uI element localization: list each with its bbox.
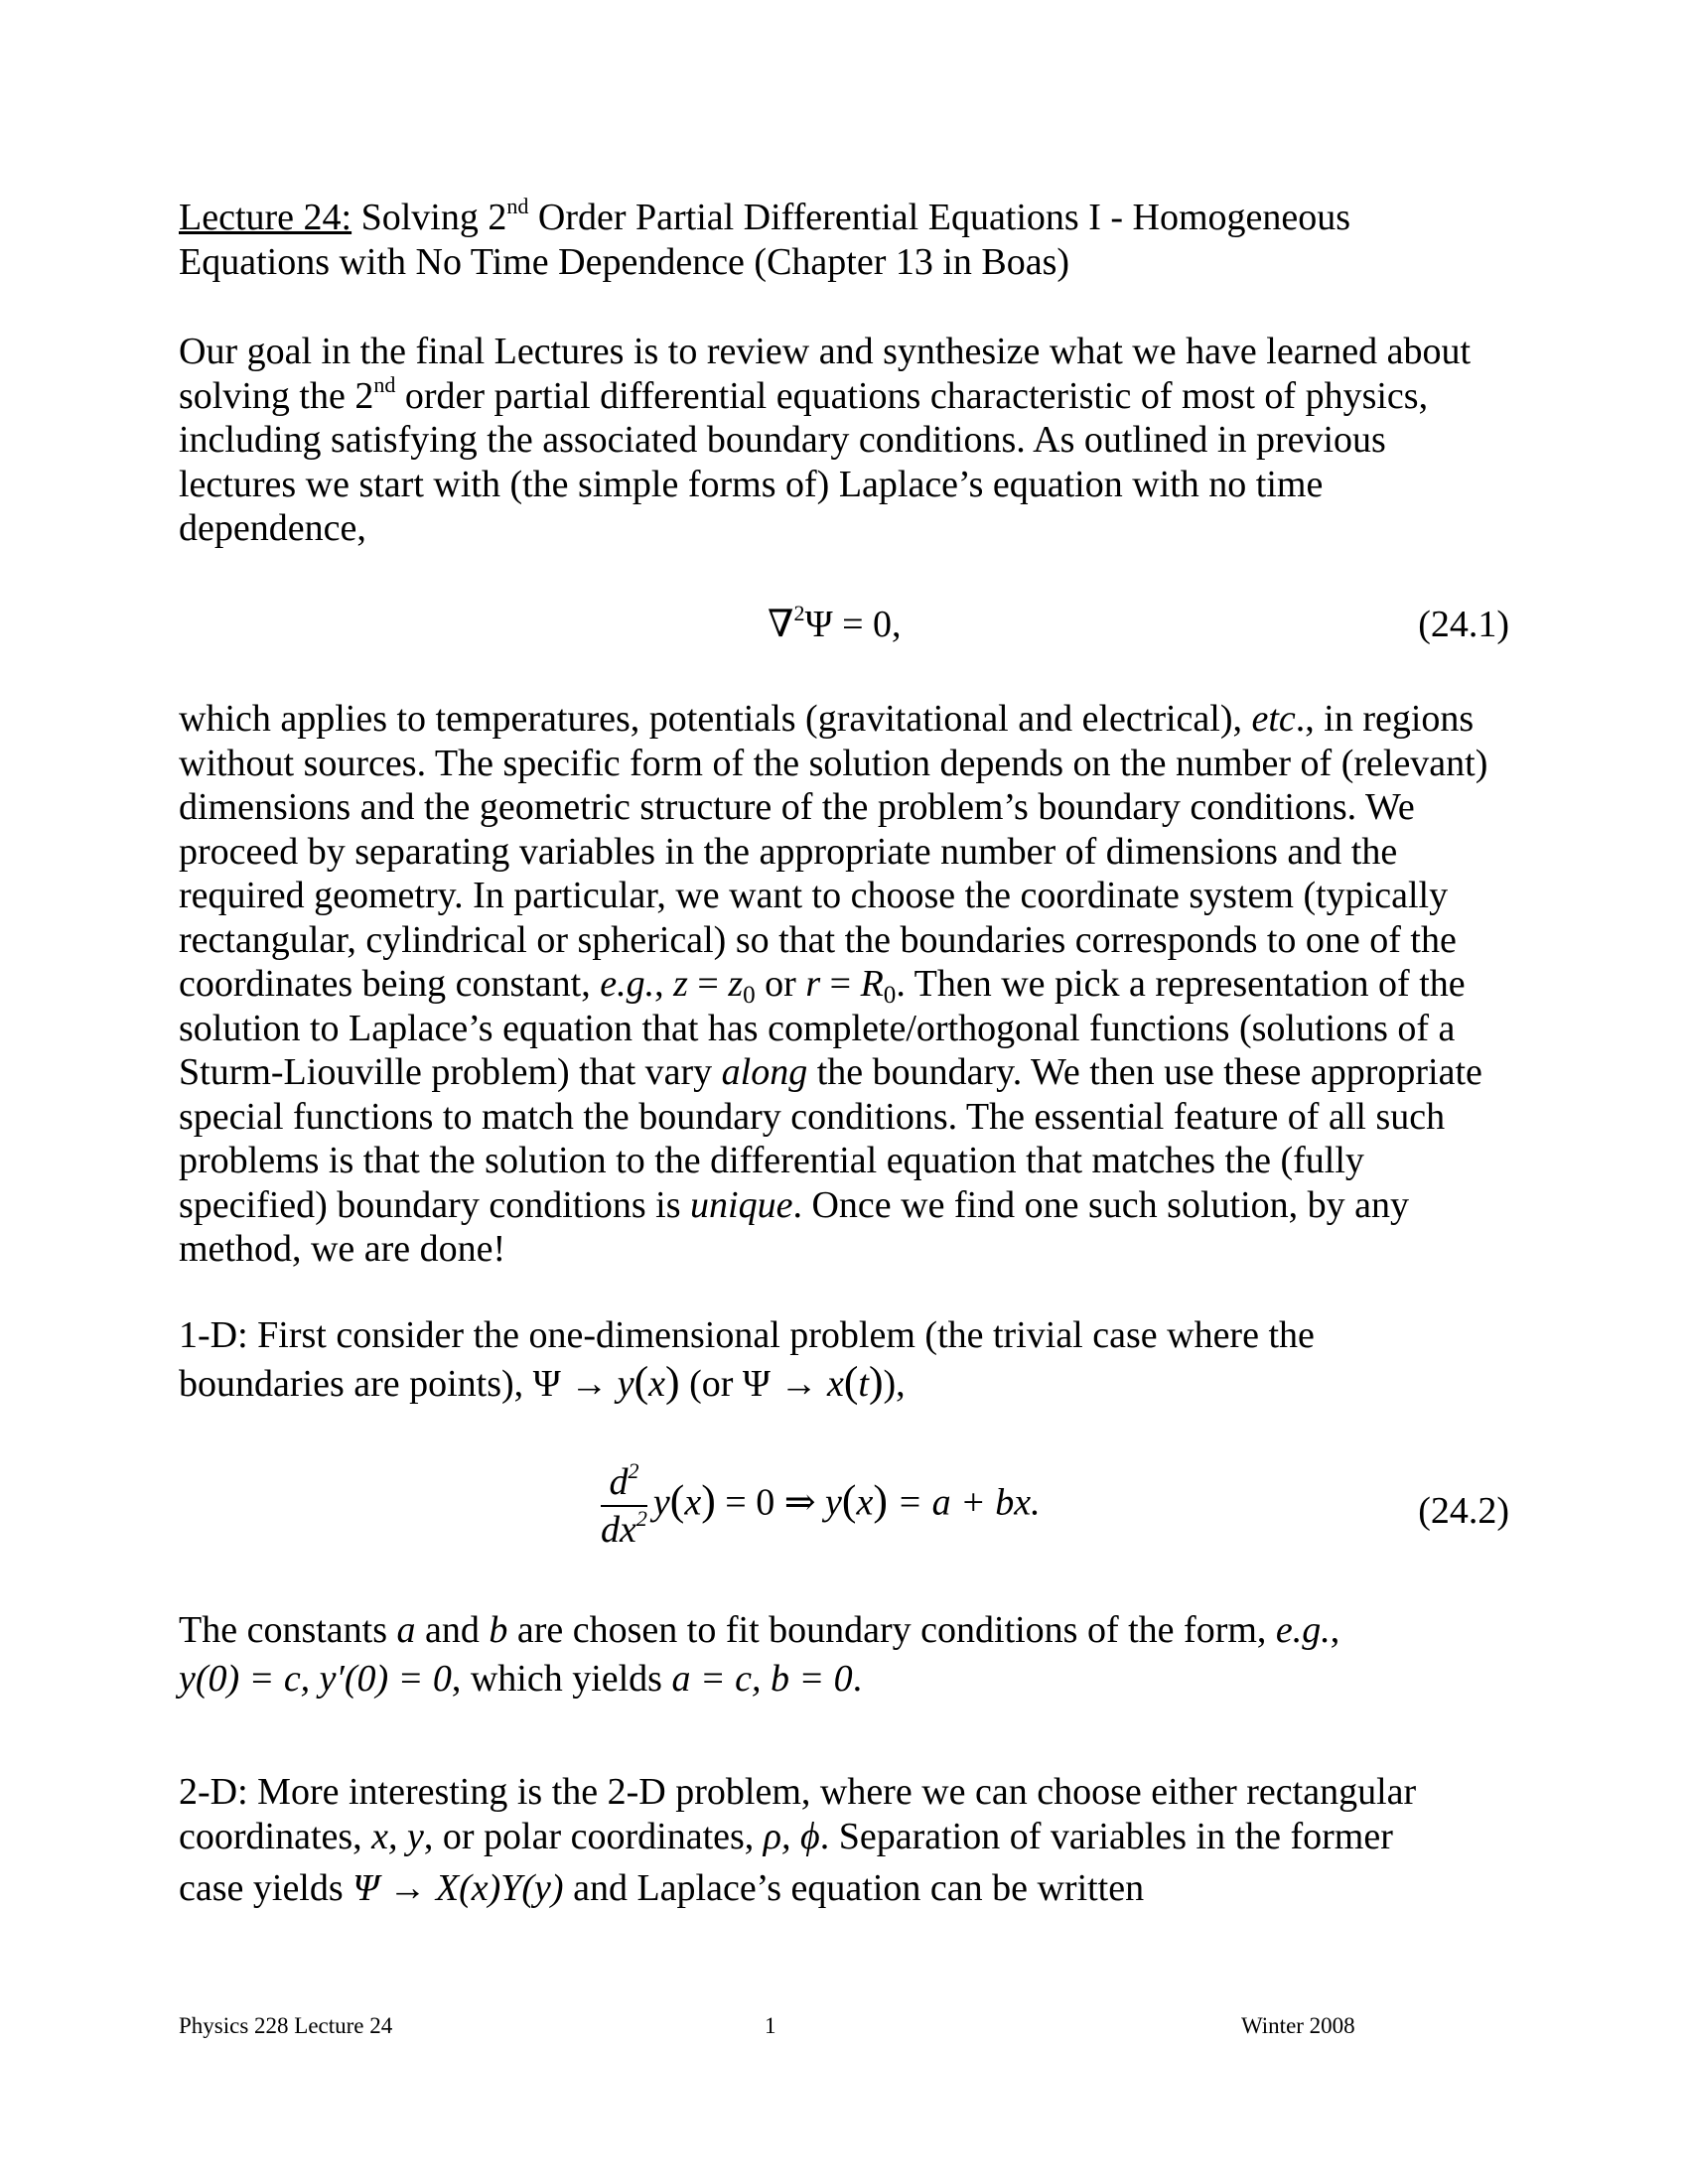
lecture-title — [179, 196, 1509, 284]
footer-page-number: 1 — [765, 2013, 776, 2038]
title-label: Lecture 24: — [179, 197, 352, 238]
one-d-paragraph: 1-D: First consider the one-dimensional problem (the trivial case where the boundaries are points), Ψ → y(x) (or Ψ → x(t)), — [179, 1314, 1315, 1406]
footer-course: Physics 228 Lecture 24 — [179, 2013, 393, 2038]
intro-paragraph: Our goal in the final Lectures is to review and synthesize what we have learned about solving the 2nd order partial differential equations characteristic of most of physics, including satisfying the associated boundary conditions. As outlined in previous lectures we start with (the simple forms of) Laplace’s equation with no time dependence, — [179, 331, 1472, 549]
two-d-paragraph: 2-D: More interesting is the 2-D problem, where we can choose either rectangular coordinates, x, y, or polar coordinates, ρ, ϕ. Separation of variables in the former case yields Ψ → X(x)Y(y) and Laplace’s equation can be written — [179, 1771, 1417, 1909]
title-line-2: Equations with No Time Dependence (Chapter 13 in Boas) — [179, 240, 1070, 283]
footer-term: Winter 2008 — [1241, 2013, 1355, 2038]
equation-number-24-2: (24.2) — [1418, 1490, 1509, 1532]
method-paragraph: which applies to temperatures, potentials (gravitational and electrical), etc., in regions without sources. The specific form of the solution depends on the number of (relevant) dimensions and the geometric structure of the problem’s boundary conditions. We proceed by separating variables in the appropriate number of dimensions and the required geometry. In particular, we want to choose the coordinate system (typically rectangular, cylindrical or spherical) so that the boundaries corresponds to one of the coordinates being constant, e.g., $z = z_0$ or $r = R_0$. Then we pick a representation of the solution to Laplace’s equation that has complete/orthogonal functions (solutions of a Sturm-Liouville problem) that vary along the boundary. We then use these appropriate special functions to match the boundary conditions. The essential feature of all such problems is that the solution to the differential equation that matches the (fully specified) boundary conditions is unique. Once we find one such solution, by any method, we are done! — [179, 698, 1488, 1270]
equation-24-2: $\frac{d^2}{dx^2}$ y(x) = 0 ⇒ y(x) = a + bx. — [601, 1458, 1041, 1551]
equation-number-24-1: (24.1) — [1418, 604, 1509, 645]
derivative-fraction: $\frac{d^2}{dx^2}$ — [601, 1458, 647, 1551]
equation-24-1: ∇$^2$Ψ = 0, — [768, 601, 902, 645]
constants-paragraph: The constants a and b are chosen to fit boundary conditions of the form, e.g., y(0) = c, y′(0) = 0, which yields a = c, b = 0. — [179, 1609, 1340, 1700]
title-line-1: Lecture 24: Solving 2nd Order Partial Differential Equations I - Homogeneous — [179, 194, 1351, 238]
